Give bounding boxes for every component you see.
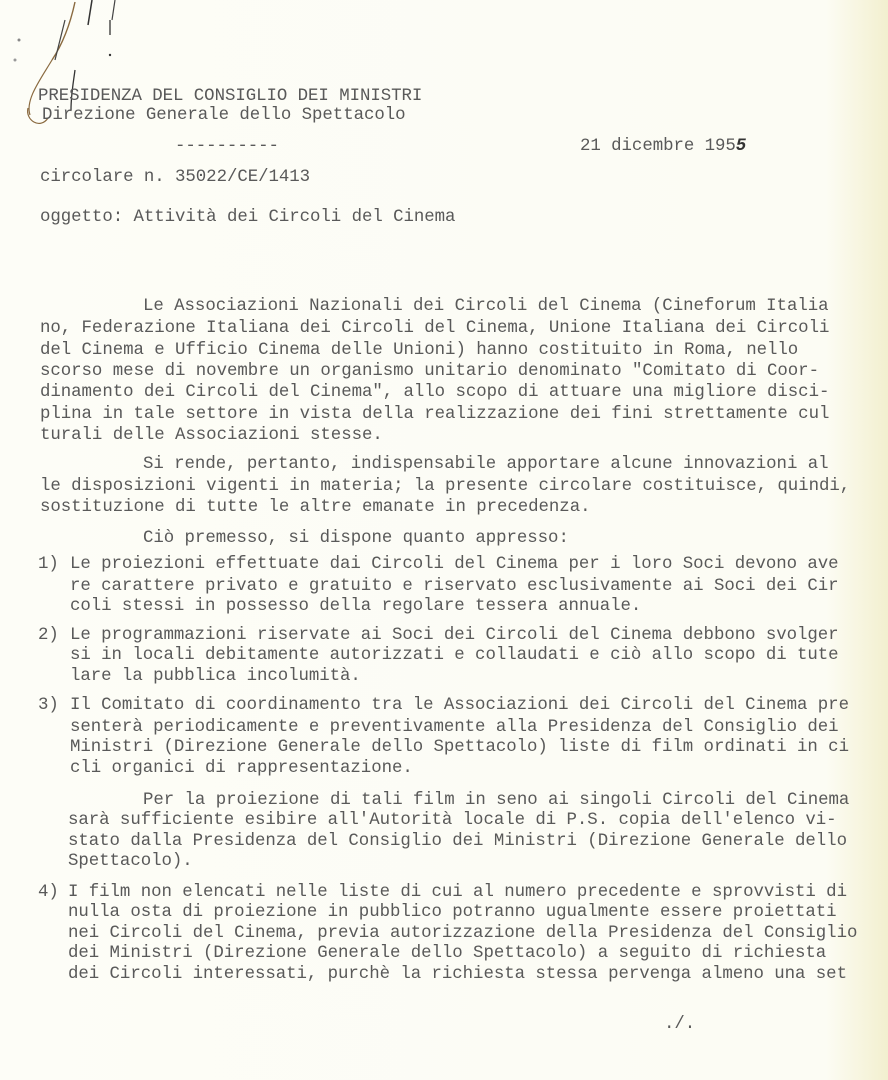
item-1-line: coli stessi in possesso della regolare tessera annuale. (70, 597, 642, 616)
item-4-line: nulla osta di proiezione in pubblico potranno ugualmente essere proiettati (68, 903, 837, 922)
item-4-line: dei Ministri (Direzione Generale dello Spettacolo) a seguito di richiesta (68, 944, 827, 963)
paragraph-2-line: Si rende, pertanto, indispensabile apportare alcune innovazioni al (143, 455, 829, 474)
paragraph-4-line: stato dalla Presidenza del Consiglio dei Ministri (Direzione Generale dello (68, 832, 847, 851)
date (580, 136, 746, 158)
item-4-number: 4) (38, 883, 59, 902)
item-2-number: 2) (38, 626, 59, 645)
paragraph-4-line: sarà sufficiente esibire all'Autorità locale di P.S. copia dell'elenco vi- (68, 811, 837, 830)
item-4-line: dei Circoli interessati, purchè la richiesta stessa pervenga almeno una set (68, 965, 847, 984)
paragraph-3: Ciò premesso, si dispone quanto appresso: (143, 529, 569, 548)
paragraph-4-line: Spettacolo). (68, 852, 193, 871)
paragraph-1-line: turali delle Associazioni stesse. (40, 426, 383, 445)
date-handwritten-digit: 5 (735, 137, 747, 156)
item-1-number: 1) (38, 555, 59, 574)
circular-number: circolare n. 35022/CE/1413 (40, 168, 311, 187)
paragraph-1-line: plina in tale settore in vista della realizzazione dei fini strettamente cul (40, 405, 830, 424)
item-1-line: re carattere privato e gratuito e riservato esclusivamente ai Soci dei Cir (70, 577, 839, 596)
date-text: 21 dicembre 195 (580, 137, 736, 156)
item-4-line: nei Circoli del Cinema, previa autorizzazione della Presidenza del Consiglio (68, 924, 858, 943)
paragraph-2-line: sostituzione di tutte le altre emanate in precedenza. (40, 498, 591, 517)
paragraph-1-line: dinamento dei Circoli del Cinema", allo scopo di attuare una migliore disci- (40, 383, 830, 402)
paragraph-4-line: Per la proiezione di tali film in seno ai singoli Circoli del Cinema (143, 791, 850, 810)
paragraph-1-line: scorso mese di novembre un organismo unitario denominato "Comitato di Coor- (40, 362, 819, 381)
letterhead-title: PRESIDENZA DEL CONSIGLIO DEI MINISTRI (38, 87, 423, 106)
continuation-mark: ./. (664, 1015, 696, 1034)
item-3-line: Ministri (Direzione Generale dello Spettacolo) liste di film ordinati in ci (70, 738, 849, 757)
paragraph-1-line: no, Federazione Italiana dei Circoli del Cinema, Unione Italiana dei Circoli (40, 319, 830, 338)
item-3-line: Il Comitato di coordinamento tra le Associazioni dei Circoli del Cinema pre (70, 696, 849, 715)
paragraph-2-line: le disposizioni vigenti in materia; la presente circolare costituisce, quindi, (40, 477, 851, 496)
item-3-line: senterà periodicamente e preventivamente alla Presidenza del Consiglio dei (70, 718, 839, 737)
item-2-line: si in locali debitamente autorizzati e collaudati e ciò allo scopo di tute (70, 646, 839, 665)
item-3-number: 3) (38, 696, 59, 715)
letterhead-subtitle: Direzione Generale dello Spettacolo (42, 106, 406, 125)
item-1-line: Le proiezioni effettuate dai Circoli del Cinema per i loro Soci devono ave (70, 555, 839, 574)
item-2-line: lare la pubblica incolumità. (70, 667, 361, 686)
paragraph-1-line: Le Associazioni Nazionali dei Circoli del Cinema (Cineforum Italia (143, 297, 829, 316)
paragraph-1-line: del Cinema e Ufficio Cinema delle Unioni) hanno costituito in Roma, nello (40, 341, 799, 360)
item-2-line: Le programmazioni riservate ai Soci dei Circoli del Cinema debbono svolger (70, 626, 839, 645)
subject-line: oggetto: Attività dei Circoli del Cinema (40, 208, 456, 227)
separator-rule: ---------- (175, 137, 279, 156)
item-4-line: I film non elencati nelle liste di cui al numero precedente e sprovvisti di (68, 883, 847, 902)
item-3-line: cli organici di rappresentazione. (70, 759, 413, 778)
